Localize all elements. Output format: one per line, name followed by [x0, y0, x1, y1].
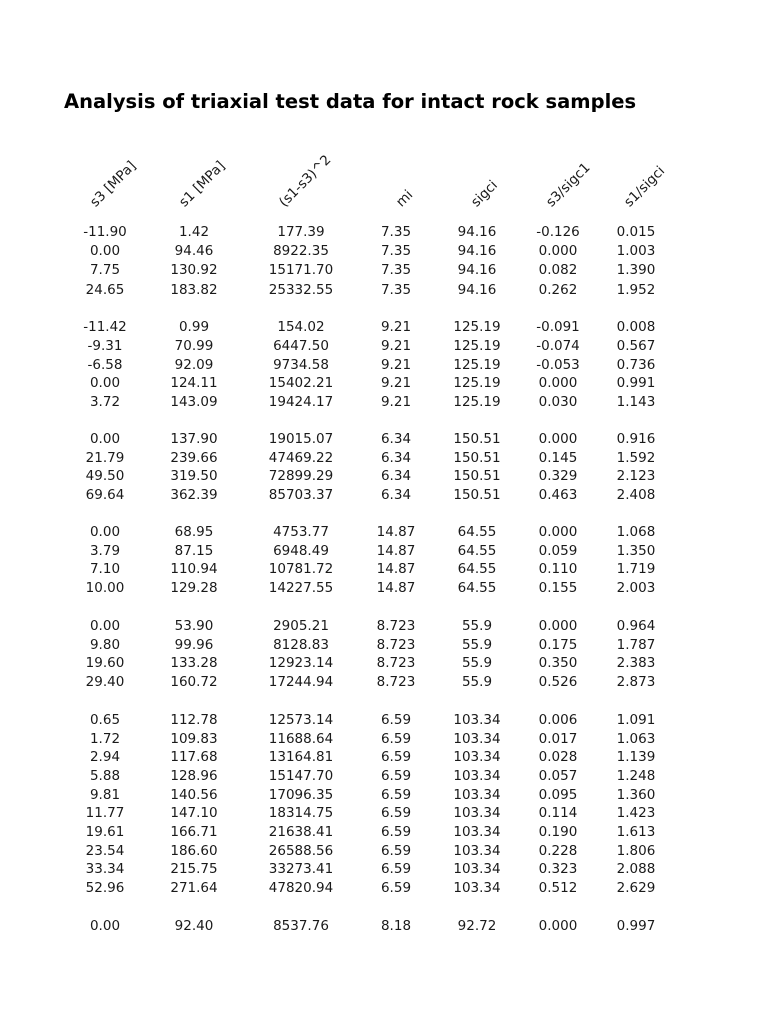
table-cell: 6.59 [380, 880, 412, 896]
table-cell: 8922.35 [273, 243, 329, 259]
table-cell: 110.94 [170, 561, 218, 577]
table-cell: 0.526 [538, 674, 578, 690]
table-cell: 319.50 [170, 468, 218, 484]
table-cell: 8.723 [376, 618, 416, 634]
table-cell: 103.34 [453, 768, 501, 784]
table-cell: 2.383 [616, 655, 656, 671]
table-cell: 160.72 [170, 674, 218, 690]
table-cell: -0.074 [536, 338, 580, 354]
table-cell: 124.11 [170, 375, 218, 391]
table-cell: 8537.76 [273, 918, 329, 934]
table-cell: 64.55 [457, 524, 497, 540]
column-header: sigci [468, 177, 501, 211]
column-header: s1/sigci [621, 163, 669, 211]
table-cell: 19.60 [85, 655, 125, 671]
table-cell: 0.110 [538, 561, 578, 577]
table-cell: 0.000 [538, 918, 578, 934]
table-cell: 215.75 [170, 861, 218, 877]
table-cell: -9.31 [87, 338, 123, 354]
table-cell: 103.34 [453, 843, 501, 859]
table-cell: 6.59 [380, 843, 412, 859]
table-cell: 29.40 [85, 674, 125, 690]
table-cell: 6.59 [380, 712, 412, 728]
table-cell: 11.77 [85, 805, 125, 821]
table-cell: 1.613 [616, 824, 656, 840]
table-cell: 0.329 [538, 468, 578, 484]
table-cell: 125.19 [453, 357, 501, 373]
table-cell: 9.21 [380, 394, 412, 410]
table-cell: 3.79 [89, 543, 121, 559]
table-cell: 33.34 [85, 861, 125, 877]
table-cell: 14227.55 [268, 580, 334, 596]
table-cell: 7.35 [380, 262, 412, 278]
table-cell: 0.997 [616, 918, 656, 934]
table-cell: 150.51 [453, 431, 501, 447]
table-cell: 362.39 [170, 487, 218, 503]
table-cell: 25332.55 [268, 282, 334, 298]
table-cell: 117.68 [170, 749, 218, 765]
table-cell: 103.34 [453, 824, 501, 840]
table-cell: 6.34 [380, 487, 412, 503]
table-cell: 1.350 [616, 543, 656, 559]
column-header: s3/sigc1 [543, 159, 594, 211]
table-cell: 6.34 [380, 468, 412, 484]
table-cell: 143.09 [170, 394, 218, 410]
table-cell: 6.59 [380, 787, 412, 803]
table-cell: 8.723 [376, 674, 416, 690]
table-cell: 14.87 [376, 561, 416, 577]
table-cell: 0.00 [89, 243, 121, 259]
table-cell: 69.64 [85, 487, 125, 503]
table-cell: -6.58 [87, 357, 123, 373]
table-cell: 0.991 [616, 375, 656, 391]
table-cell: 2905.21 [273, 618, 329, 634]
table-cell: 154.02 [277, 319, 325, 335]
table-cell: 92.40 [174, 918, 214, 934]
table-cell: 47820.94 [268, 880, 334, 896]
table-cell: 0.000 [538, 431, 578, 447]
table-cell: 87.15 [174, 543, 214, 559]
table-cell: 183.82 [170, 282, 218, 298]
table-cell: 2.629 [616, 880, 656, 896]
table-cell: 0.006 [538, 712, 578, 728]
table-cell: 239.66 [170, 450, 218, 466]
table-cell: 125.19 [453, 375, 501, 391]
table-cell: 1.719 [616, 561, 656, 577]
table-cell: 0.190 [538, 824, 578, 840]
table-cell: 17096.35 [268, 787, 334, 803]
table-cell: 23.54 [85, 843, 125, 859]
table-cell: 92.09 [174, 357, 214, 373]
table-cell: 0.65 [89, 712, 121, 728]
table-cell: 6.59 [380, 824, 412, 840]
table-cell: 64.55 [457, 543, 497, 559]
table-cell: 6.34 [380, 450, 412, 466]
table-cell: 21638.41 [268, 824, 334, 840]
table-cell: 6948.49 [273, 543, 329, 559]
table-cell: 150.51 [453, 468, 501, 484]
table-cell: 0.082 [538, 262, 578, 278]
table-cell: 72899.29 [268, 468, 334, 484]
table-cell: 1.952 [616, 282, 656, 298]
table-cell: 6.59 [380, 861, 412, 877]
table-cell: 1.003 [616, 243, 656, 259]
table-cell: 1.42 [178, 224, 210, 240]
table-cell: 18314.75 [268, 805, 334, 821]
table-cell: 10.00 [85, 580, 125, 596]
table-cell: 26588.56 [268, 843, 334, 859]
table-cell: 0.228 [538, 843, 578, 859]
table-cell: 3.72 [89, 394, 121, 410]
table-cell: 0.145 [538, 450, 578, 466]
table-cell: 19015.07 [268, 431, 334, 447]
table-cell: 19424.17 [268, 394, 334, 410]
table-cell: 0.057 [538, 768, 578, 784]
table-cell: 15402.21 [268, 375, 334, 391]
table-cell: 8.18 [380, 918, 412, 934]
table-cell: 17244.94 [268, 674, 334, 690]
table-cell: 147.10 [170, 805, 218, 821]
table-cell: 2.873 [616, 674, 656, 690]
table-cell: -0.091 [536, 319, 580, 335]
table-cell: 6.59 [380, 731, 412, 747]
table-cell: 186.60 [170, 843, 218, 859]
table-cell: 6.59 [380, 768, 412, 784]
table-cell: 0.262 [538, 282, 578, 298]
table-cell: 99.96 [174, 637, 214, 653]
table-cell: 5.88 [89, 768, 121, 784]
table-cell: 94.16 [457, 243, 497, 259]
table-cell: 0.00 [89, 524, 121, 540]
table-cell: 1.139 [616, 749, 656, 765]
column-header: (s1-s3)^2 [276, 151, 335, 211]
table-cell: 12923.14 [268, 655, 334, 671]
table-cell: 1.143 [616, 394, 656, 410]
table-cell: 49.50 [85, 468, 125, 484]
table-cell: -11.90 [83, 224, 127, 240]
table-cell: -11.42 [83, 319, 127, 335]
table-cell: 0.99 [178, 319, 210, 335]
table-cell: 0.350 [538, 655, 578, 671]
table-cell: 2.408 [616, 487, 656, 503]
table-cell: 47469.22 [268, 450, 334, 466]
table-cell: 4753.77 [273, 524, 329, 540]
table-cell: 125.19 [453, 319, 501, 335]
table-cell: 0.323 [538, 861, 578, 877]
table-cell: 9.81 [89, 787, 121, 803]
table-cell: 271.64 [170, 880, 218, 896]
table-cell: 0.095 [538, 787, 578, 803]
table-cell: 10781.72 [268, 561, 334, 577]
table-cell: 0.512 [538, 880, 578, 896]
table-cell: 94.46 [174, 243, 214, 259]
table-cell: 0.114 [538, 805, 578, 821]
table-cell: 0.008 [616, 319, 656, 335]
table-cell: 9.80 [89, 637, 121, 653]
table-cell: 53.90 [174, 618, 214, 634]
table-cell: 103.34 [453, 861, 501, 877]
table-cell: 140.56 [170, 787, 218, 803]
table-cell: 1.390 [616, 262, 656, 278]
table-cell: 0.000 [538, 375, 578, 391]
table-cell: 0.017 [538, 731, 578, 747]
table-cell: 85703.37 [268, 487, 334, 503]
table-cell: 9.21 [380, 357, 412, 373]
table-cell: 94.16 [457, 262, 497, 278]
table-cell: 0.175 [538, 637, 578, 653]
table-cell: 103.34 [453, 749, 501, 765]
table-cell: 21.79 [85, 450, 125, 466]
table-cell: 103.34 [453, 880, 501, 896]
table-cell: 0.015 [616, 224, 656, 240]
table-cell: 0.463 [538, 487, 578, 503]
table-cell: -0.053 [536, 357, 580, 373]
table-cell: 0.028 [538, 749, 578, 765]
table-cell: 0.00 [89, 431, 121, 447]
table-cell: 0.736 [616, 357, 656, 373]
table-cell: 14.87 [376, 524, 416, 540]
table-cell: 125.19 [453, 338, 501, 354]
table-cell: 0.000 [538, 618, 578, 634]
table-cell: 11688.64 [268, 731, 334, 747]
table-cell: 6.34 [380, 431, 412, 447]
table-cell: 0.00 [89, 375, 121, 391]
table-cell: 92.72 [457, 918, 497, 934]
table-cell: 1.592 [616, 450, 656, 466]
table-cell: 103.34 [453, 787, 501, 803]
table-cell: 13164.81 [268, 749, 334, 765]
table-cell: 1.806 [616, 843, 656, 859]
table-cell: 1.423 [616, 805, 656, 821]
table-cell: 0.000 [538, 524, 578, 540]
table-cell: 14.87 [376, 580, 416, 596]
table-cell: 15147.70 [268, 768, 334, 784]
table-cell: 70.99 [174, 338, 214, 354]
table-cell: 0.155 [538, 580, 578, 596]
table-cell: 128.96 [170, 768, 218, 784]
table-cell: 1.063 [616, 731, 656, 747]
table-cell: 1.787 [616, 637, 656, 653]
table-cell: 7.75 [89, 262, 121, 278]
column-header: s3 [MPa] [87, 158, 140, 211]
table-cell: 6.59 [380, 749, 412, 765]
table-cell: 52.96 [85, 880, 125, 896]
table-cell: 1.72 [89, 731, 121, 747]
table-cell: 150.51 [453, 450, 501, 466]
table-cell: 15171.70 [268, 262, 334, 278]
table-cell: 7.10 [89, 561, 121, 577]
table-cell: 112.78 [170, 712, 218, 728]
table-cell: 64.55 [457, 561, 497, 577]
table-cell: 55.9 [461, 655, 493, 671]
table-cell: 8.723 [376, 637, 416, 653]
table-cell: 133.28 [170, 655, 218, 671]
column-header: s1 [MPa] [176, 158, 229, 211]
table-cell: 103.34 [453, 731, 501, 747]
table-cell: 137.90 [170, 431, 218, 447]
table-cell: 166.71 [170, 824, 218, 840]
table-cell: 9734.58 [273, 357, 329, 373]
table-cell: 68.95 [174, 524, 214, 540]
table-cell: 14.87 [376, 543, 416, 559]
document-title: Analysis of triaxial test data for intact rock samples [64, 90, 637, 113]
table-cell: 0.964 [616, 618, 656, 634]
table-cell: 125.19 [453, 394, 501, 410]
table-cell: 2.123 [616, 468, 656, 484]
table-cell: 64.55 [457, 580, 497, 596]
table-cell: 0.059 [538, 543, 578, 559]
table-cell: 8.723 [376, 655, 416, 671]
table-cell: 24.65 [85, 282, 125, 298]
table-cell: 129.28 [170, 580, 218, 596]
table-cell: 33273.41 [268, 861, 334, 877]
table-cell: 6447.50 [273, 338, 329, 354]
table-cell: 55.9 [461, 674, 493, 690]
table-cell: 0.916 [616, 431, 656, 447]
table-cell: 2.003 [616, 580, 656, 596]
table-cell: 2.94 [89, 749, 121, 765]
table-cell: 1.068 [616, 524, 656, 540]
table-cell: 94.16 [457, 224, 497, 240]
table-cell: 55.9 [461, 637, 493, 653]
table-cell: 12573.14 [268, 712, 334, 728]
table-cell: 1.360 [616, 787, 656, 803]
table-cell: 9.21 [380, 338, 412, 354]
table-cell: 130.92 [170, 262, 218, 278]
table-cell: 103.34 [453, 805, 501, 821]
table-cell: 0.030 [538, 394, 578, 410]
column-header: mi [393, 187, 417, 211]
table-cell: 1.248 [616, 768, 656, 784]
table-cell: 9.21 [380, 375, 412, 391]
table-cell: 9.21 [380, 319, 412, 335]
table-cell: 103.34 [453, 712, 501, 728]
table-cell: 0.567 [616, 338, 656, 354]
table-cell: -0.126 [536, 224, 580, 240]
table-cell: 1.091 [616, 712, 656, 728]
table-cell: 7.35 [380, 282, 412, 298]
table-cell: 0.00 [89, 918, 121, 934]
table-cell: 0.00 [89, 618, 121, 634]
table-cell: 109.83 [170, 731, 218, 747]
table-cell: 55.9 [461, 618, 493, 634]
table-cell: 7.35 [380, 224, 412, 240]
table-cell: 6.59 [380, 805, 412, 821]
table-cell: 19.61 [85, 824, 125, 840]
table-cell: 2.088 [616, 861, 656, 877]
table-cell: 150.51 [453, 487, 501, 503]
table-cell: 7.35 [380, 243, 412, 259]
table-cell: 177.39 [277, 224, 325, 240]
table-cell: 94.16 [457, 282, 497, 298]
table-cell: 8128.83 [273, 637, 329, 653]
table-cell: 0.000 [538, 243, 578, 259]
